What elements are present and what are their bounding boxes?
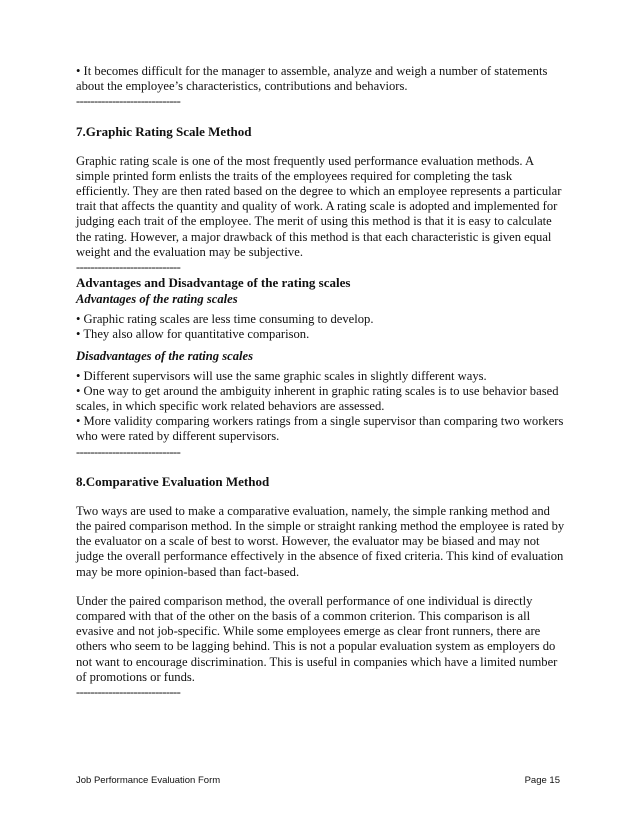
list-item: • Different supervisors will use the same graphic scales in slightly different ways. [76,368,487,383]
page-footer [76,775,560,786]
list-item: • They also allow for quantitative comparison. [76,327,310,342]
list-item: • One way to get around the ambiguity inherent in graphic rating scales is to use behavior based scales, in which specific work related behaviors are assessed. [76,383,559,414]
disadvantages-title: Disadvantages of the rating scales [76,348,254,363]
section-8-title: 8.Comparative Evaluation Method [76,473,270,489]
section-8-paragraph-2: Under the paired comparison method, the overall performance of one individual is directly compared with that of the other on the basis of a common criterion. This comparison is all evasive and not job-specific. While some employees emerge as clear front runners, there are others who seem to be lagging behind. This is not a popular evaluation system as employers do not want to encourage discrimination. This is useful in companies which have a limited number of promotions or funds. [76,593,558,684]
divider-3: ----------------------------- [76,444,181,459]
disadvantages-list [76,369,566,445]
section-8-paragraph-1: Two ways are used to make a comparative evaluation, namely, the simple ranking method and the paired comparison method. In the simple or straight ranking method the employee is rated by the evaluator on a scale of best to worst. However, the evaluator may be biased and may not judge the overall performance effectively in the absence of fixed criteria. This kind of evaluation may be more opinion-based than fact-based. [76,503,565,579]
page-number: Page 15 [524,775,560,786]
rating-scales-title: Advantages and Disadvantage of the rating scales [76,275,351,291]
list-item: • Graphic rating scales are less time consuming to develop. [76,312,374,327]
section-7-body: Graphic rating scale is one of the most frequently used performance evaluation methods. A simple printed form enlists the traits of the employees required for completing the task efficiently. They are then rated based on the degree to which an employee represents a particular trait that affects the quantity and quality of work. A rating scale is adopted and implemented for judging each trait of the employee. The merit of using this method is that it is easy to calculate the rating. However, a major drawback of this method is that each characteristic is given equal weight and the evaluation may be subjective. [76,153,562,259]
divider-1: ----------------------------- [76,94,181,109]
advantages-list [76,312,566,342]
section-7-title: 7.Graphic Rating Scale Method [76,123,252,139]
divider-4: ----------------------------- [76,685,181,700]
divider-2: ----------------------------- [76,260,181,275]
advantages-title: Advantages of the rating scales [76,292,238,307]
page-content [76,64,566,700]
footer-title: Job Performance Evaluation Form [76,775,221,786]
intro-bullet: • It becomes difficult for the manager to assemble, analyze and weigh a number of statements about the employee’s characteristics, contributions and behaviors. [76,64,548,94]
list-item: • More validity comparing workers ratings from a single supervisor than comparing two workers who were rated by different supervisors. [76,414,564,444]
